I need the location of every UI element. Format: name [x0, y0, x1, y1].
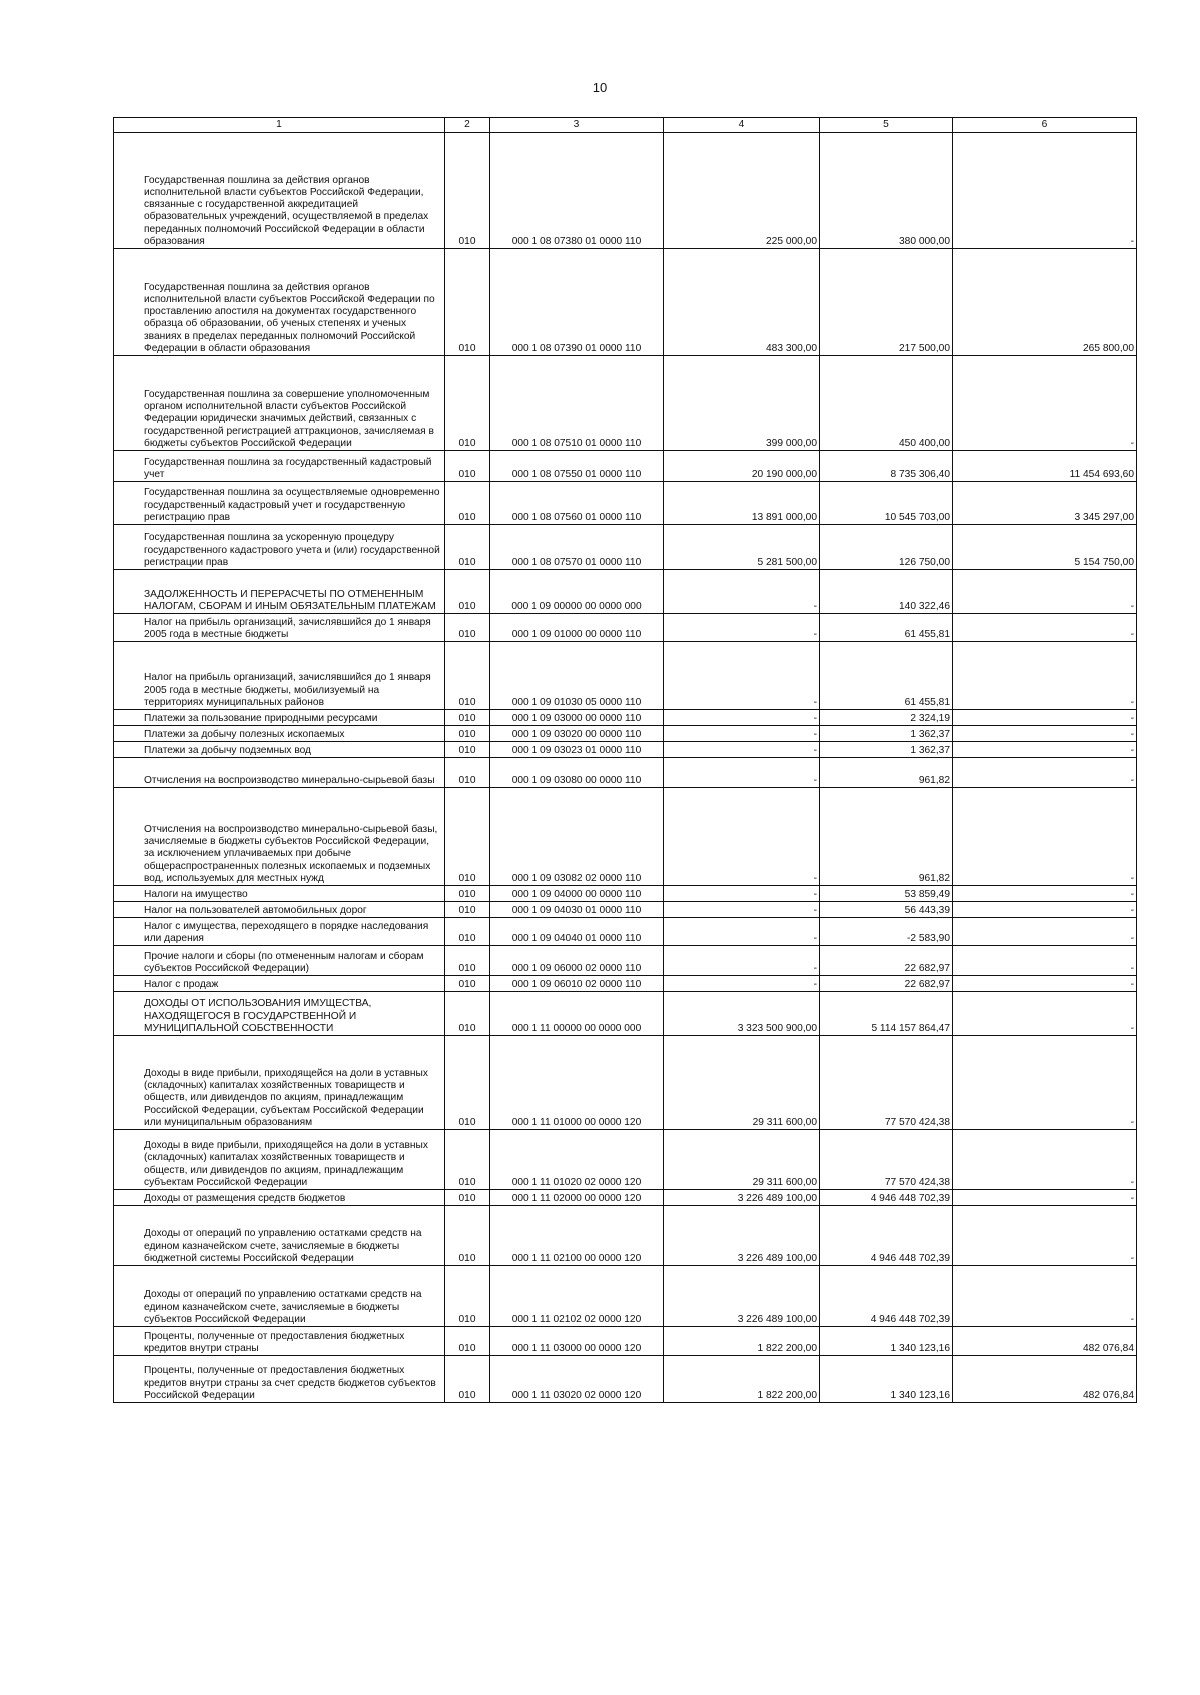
- row-budget-code: 000 1 08 07570 01 0000 110: [490, 525, 664, 570]
- row-value-col6: -: [953, 788, 1137, 886]
- table-row: [114, 249, 1137, 356]
- table-row: [114, 902, 1137, 918]
- column-header: 2: [445, 118, 490, 133]
- row-budget-code: 000 1 11 02100 00 0000 120: [490, 1206, 664, 1266]
- row-value-col5: 77 570 424,38: [820, 1130, 953, 1190]
- row-value-col4: 225 000,00: [664, 133, 820, 249]
- table-row: [114, 788, 1137, 886]
- table-row: [114, 451, 1137, 482]
- column-header: 3: [490, 118, 664, 133]
- row-line-code: 010: [445, 902, 490, 918]
- row-budget-code: 000 1 08 07390 01 0000 110: [490, 249, 664, 356]
- table-row: [114, 1266, 1137, 1327]
- column-number-row: [114, 118, 1137, 133]
- row-name: Налоги на имущество: [114, 886, 445, 902]
- row-value-col4: -: [664, 918, 820, 946]
- row-name: Отчисления на воспроизводство минерально-сырьевой базы, зачисляемые в бюджеты субъектов Российской Федерации, за исключением уплачиваемых при добыче общераспространенных полезных ископаемых и подземных вод, используемых для местных нужд: [114, 788, 445, 886]
- row-value-col6: -: [953, 918, 1137, 946]
- row-value-col4: 483 300,00: [664, 249, 820, 356]
- row-value-col4: 3 323 500 900,00: [664, 992, 820, 1036]
- row-line-code: 010: [445, 1266, 490, 1327]
- column-header: 6: [953, 118, 1137, 133]
- row-budget-code: 000 1 09 06010 02 0000 110: [490, 976, 664, 992]
- row-name: Государственная пошлина за осуществляемые одновременно государственный кадастровый учет и государственную регистрацию прав: [114, 482, 445, 525]
- table-row: [114, 976, 1137, 992]
- row-value-col6: 11 454 693,60: [953, 451, 1137, 482]
- row-name: Налог с имущества, переходящего в порядке наследования или дарения: [114, 918, 445, 946]
- row-line-code: 010: [445, 976, 490, 992]
- row-budget-code: 000 1 09 03020 00 0000 110: [490, 726, 664, 742]
- row-value-col5: 10 545 703,00: [820, 482, 953, 525]
- row-line-code: 010: [445, 1206, 490, 1266]
- row-value-col5: 961,82: [820, 758, 953, 788]
- row-value-col5: 961,82: [820, 788, 953, 886]
- row-line-code: 010: [445, 1356, 490, 1403]
- row-line-code: 010: [445, 482, 490, 525]
- row-line-code: 010: [445, 742, 490, 758]
- row-value-col6: -: [953, 992, 1137, 1036]
- row-value-col4: 29 311 600,00: [664, 1036, 820, 1130]
- row-name: ДОХОДЫ ОТ ИСПОЛЬЗОВАНИЯ ИМУЩЕСТВА, НАХОДЯЩЕГОСЯ В ГОСУДАРСТВЕННОЙ И МУНИЦИПАЛЬНОЙ СОБСТВЕННОСТИ: [114, 992, 445, 1036]
- row-value-col6: -: [953, 742, 1137, 758]
- row-name: Доходы в виде прибыли, приходящейся на доли в уставных (складочных) капиталах хозяйственных товариществ и обществ, или дивидендов по акциям, принадлежащим Российской Федерации, субъектам Российской Федерации или муниципальным образованиям: [114, 1036, 445, 1130]
- table-row: [114, 356, 1137, 451]
- row-line-code: 010: [445, 788, 490, 886]
- row-budget-code: 000 1 11 02000 00 0000 120: [490, 1190, 664, 1206]
- row-value-col5: 4 946 448 702,39: [820, 1206, 953, 1266]
- table-row: [114, 1327, 1137, 1356]
- row-line-code: 010: [445, 249, 490, 356]
- row-value-col6: 265 800,00: [953, 249, 1137, 356]
- row-budget-code: 000 1 09 01030 05 0000 110: [490, 642, 664, 710]
- table-row: [114, 1356, 1137, 1403]
- row-value-col6: -: [953, 946, 1137, 976]
- row-name: Государственная пошлина за ускоренную процедуру государственного кадастрового учета и (или) государственной регистрации прав: [114, 525, 445, 570]
- table-row: [114, 710, 1137, 726]
- row-value-col5: 1 340 123,16: [820, 1356, 953, 1403]
- row-value-col4: -: [664, 710, 820, 726]
- row-value-col4: 3 226 489 100,00: [664, 1206, 820, 1266]
- row-budget-code: 000 1 11 00000 00 0000 000: [490, 992, 664, 1036]
- row-value-col6: -: [953, 570, 1137, 614]
- row-value-col6: 482 076,84: [953, 1327, 1137, 1356]
- table-row: [114, 133, 1137, 249]
- table-row: [114, 570, 1137, 614]
- row-value-col6: -: [953, 976, 1137, 992]
- row-name: Доходы от размещения средств бюджетов: [114, 1190, 445, 1206]
- column-header: 4: [664, 118, 820, 133]
- row-value-col4: 5 281 500,00: [664, 525, 820, 570]
- row-budget-code: 000 1 09 04000 00 0000 110: [490, 886, 664, 902]
- row-budget-code: 000 1 08 07380 01 0000 110: [490, 133, 664, 249]
- row-value-col6: 5 154 750,00: [953, 525, 1137, 570]
- row-value-col4: -: [664, 946, 820, 976]
- row-value-col5: 53 859,49: [820, 886, 953, 902]
- row-value-col5: 1 340 123,16: [820, 1327, 953, 1356]
- row-budget-code: 000 1 09 03000 00 0000 110: [490, 710, 664, 726]
- row-value-col5: 8 735 306,40: [820, 451, 953, 482]
- row-value-col4: -: [664, 758, 820, 788]
- row-value-col5: 22 682,97: [820, 946, 953, 976]
- row-line-code: 010: [445, 570, 490, 614]
- row-value-col4: -: [664, 726, 820, 742]
- page-number: 10: [592, 80, 608, 95]
- row-value-col6: -: [953, 356, 1137, 451]
- row-value-col6: 3 345 297,00: [953, 482, 1137, 525]
- row-value-col6: -: [953, 614, 1137, 642]
- row-line-code: 010: [445, 946, 490, 976]
- row-name: Доходы от операций по управлению остатками средств на едином казначейском счете, зачисляемые в бюджеты бюджетной системы Российской Федерации: [114, 1206, 445, 1266]
- row-name: Государственная пошлина за государственный кадастровый учет: [114, 451, 445, 482]
- table-row: [114, 614, 1137, 642]
- row-name: Налог с продаж: [114, 976, 445, 992]
- row-name: Проценты, полученные от предоставления бюджетных кредитов внутри страны: [114, 1327, 445, 1356]
- row-budget-code: 000 1 11 01020 02 0000 120: [490, 1130, 664, 1190]
- row-value-col6: -: [953, 1206, 1137, 1266]
- table-row: [114, 482, 1137, 525]
- row-value-col4: 20 190 000,00: [664, 451, 820, 482]
- row-value-col6: 482 076,84: [953, 1356, 1137, 1403]
- row-value-col5: 4 946 448 702,39: [820, 1190, 953, 1206]
- column-header: 5: [820, 118, 953, 133]
- table-row: [114, 726, 1137, 742]
- table-row: [114, 946, 1137, 976]
- table-row: [114, 918, 1137, 946]
- table-row: [114, 642, 1137, 710]
- row-value-col4: -: [664, 614, 820, 642]
- row-value-col5: 4 946 448 702,39: [820, 1266, 953, 1327]
- row-line-code: 010: [445, 918, 490, 946]
- row-value-col4: -: [664, 570, 820, 614]
- table-body: [114, 133, 1137, 1403]
- row-line-code: 010: [445, 451, 490, 482]
- row-line-code: 010: [445, 758, 490, 788]
- row-line-code: 010: [445, 356, 490, 451]
- row-budget-code: 000 1 08 07560 01 0000 110: [490, 482, 664, 525]
- row-budget-code: 000 1 09 04040 01 0000 110: [490, 918, 664, 946]
- row-value-col5: 1 362,37: [820, 726, 953, 742]
- row-value-col4: 1 822 200,00: [664, 1356, 820, 1403]
- row-line-code: 010: [445, 886, 490, 902]
- table-row: [114, 1190, 1137, 1206]
- row-name: ЗАДОЛЖЕННОСТЬ И ПЕРЕРАСЧЕТЫ ПО ОТМЕНЕННЫМ НАЛОГАМ, СБОРАМ И ИНЫМ ОБЯЗАТЕЛЬНЫМ ПЛАТЕЖАМ: [114, 570, 445, 614]
- row-value-col4: 13 891 000,00: [664, 482, 820, 525]
- row-value-col6: -: [953, 726, 1137, 742]
- row-line-code: 010: [445, 133, 490, 249]
- row-name: Налог на прибыль организаций, зачислявшийся до 1 января 2005 года в местные бюджеты, мобилизуемый на территориях муниципальных районов: [114, 642, 445, 710]
- row-value-col5: 217 500,00: [820, 249, 953, 356]
- row-budget-code: 000 1 08 07550 01 0000 110: [490, 451, 664, 482]
- row-budget-code: 000 1 09 06000 02 0000 110: [490, 946, 664, 976]
- row-value-col5: 380 000,00: [820, 133, 953, 249]
- row-line-code: 010: [445, 1190, 490, 1206]
- table-row: [114, 1206, 1137, 1266]
- row-value-col6: -: [953, 1130, 1137, 1190]
- row-value-col6: -: [953, 710, 1137, 726]
- row-value-col5: 56 443,39: [820, 902, 953, 918]
- row-name: Доходы от операций по управлению остатками средств на едином казначейском счете, зачисляемые в бюджеты субъектов Российской Федерации: [114, 1266, 445, 1327]
- row-line-code: 010: [445, 726, 490, 742]
- row-name: Проценты, полученные от предоставления бюджетных кредитов внутри страны за счет средств бюджетов субъектов Российской Федерации: [114, 1356, 445, 1403]
- row-value-col5: 140 322,46: [820, 570, 953, 614]
- row-value-col6: -: [953, 1190, 1137, 1206]
- column-header: 1: [114, 118, 445, 133]
- row-value-col5: 2 324,19: [820, 710, 953, 726]
- row-name: Платежи за добычу полезных ископаемых: [114, 726, 445, 742]
- row-value-col4: 3 226 489 100,00: [664, 1190, 820, 1206]
- row-value-col6: -: [953, 1266, 1137, 1327]
- row-budget-code: 000 1 11 01000 00 0000 120: [490, 1036, 664, 1130]
- row-name: Государственная пошлина за действия органов исполнительной власти субъектов Российской Федерации, связанные с государственной аккредитацией образовательных учреждений, осуществляемой в пределах переданных полномочий Российской Федерации в области образования: [114, 133, 445, 249]
- row-line-code: 010: [445, 1036, 490, 1130]
- row-name: Государственная пошлина за совершение уполномоченным органом исполнительной власти субъектов Российской Федерации юридически значимых действий, связанных с государственной регистрацией аттракционов, зачисляемая в бюджеты субъектов Российской Федерации: [114, 356, 445, 451]
- row-budget-code: 000 1 09 04030 01 0000 110: [490, 902, 664, 918]
- table-row: [114, 1036, 1137, 1130]
- row-budget-code: 000 1 09 03082 02 0000 110: [490, 788, 664, 886]
- row-budget-code: 000 1 09 01000 00 0000 110: [490, 614, 664, 642]
- table-row: [114, 525, 1137, 570]
- row-line-code: 010: [445, 1130, 490, 1190]
- row-value-col4: 1 822 200,00: [664, 1327, 820, 1356]
- row-line-code: 010: [445, 1327, 490, 1356]
- row-value-col4: -: [664, 902, 820, 918]
- row-name: Государственная пошлина за действия органов исполнительной власти субъектов Российской Федерации по проставлению апостиля на документах государственного образца об образовании, об ученых степенях и ученых званиях в пределах переданных полномочий Российской Федерации в области образования: [114, 249, 445, 356]
- row-name: Отчисления на воспроизводство минерально-сырьевой базы: [114, 758, 445, 788]
- row-value-col4: 399 000,00: [664, 356, 820, 451]
- row-value-col6: -: [953, 642, 1137, 710]
- table-row: [114, 758, 1137, 788]
- row-budget-code: 000 1 09 03023 01 0000 110: [490, 742, 664, 758]
- row-value-col5: 5 114 157 864,47: [820, 992, 953, 1036]
- table-row: [114, 886, 1137, 902]
- row-value-col6: -: [953, 133, 1137, 249]
- table-row: [114, 992, 1137, 1036]
- row-line-code: 010: [445, 525, 490, 570]
- row-budget-code: 000 1 11 03020 02 0000 120: [490, 1356, 664, 1403]
- row-budget-code: 000 1 11 03000 00 0000 120: [490, 1327, 664, 1356]
- row-line-code: 010: [445, 642, 490, 710]
- row-budget-code: 000 1 08 07510 01 0000 110: [490, 356, 664, 451]
- row-name: Платежи за добычу подземных вод: [114, 742, 445, 758]
- row-value-col5: -2 583,90: [820, 918, 953, 946]
- row-value-col5: 61 455,81: [820, 614, 953, 642]
- row-value-col4: 29 311 600,00: [664, 1130, 820, 1190]
- row-value-col6: -: [953, 902, 1137, 918]
- row-name: Доходы в виде прибыли, приходящейся на доли в уставных (складочных) капиталах хозяйственных товариществ и обществ, или дивидендов по акциям, принадлежащим субъектам Российской Федерации: [114, 1130, 445, 1190]
- row-value-col6: -: [953, 758, 1137, 788]
- row-value-col5: 1 362,37: [820, 742, 953, 758]
- row-budget-code: 000 1 09 00000 00 0000 000: [490, 570, 664, 614]
- row-value-col4: -: [664, 742, 820, 758]
- row-value-col4: -: [664, 886, 820, 902]
- row-value-col4: -: [664, 976, 820, 992]
- row-value-col5: 22 682,97: [820, 976, 953, 992]
- row-line-code: 010: [445, 992, 490, 1036]
- row-line-code: 010: [445, 710, 490, 726]
- table-row: [114, 1130, 1137, 1190]
- row-name: Налог на пользователей автомобильных дорог: [114, 902, 445, 918]
- row-line-code: 010: [445, 614, 490, 642]
- row-value-col4: 3 226 489 100,00: [664, 1266, 820, 1327]
- table-row: [114, 742, 1137, 758]
- row-name: Налог на прибыль организаций, зачислявшийся до 1 января 2005 года в местные бюджеты: [114, 614, 445, 642]
- row-value-col5: 450 400,00: [820, 356, 953, 451]
- row-budget-code: 000 1 11 02102 02 0000 120: [490, 1266, 664, 1327]
- row-value-col5: 61 455,81: [820, 642, 953, 710]
- row-value-col4: -: [664, 788, 820, 886]
- row-name: Платежи за пользование природными ресурсами: [114, 710, 445, 726]
- row-value-col6: -: [953, 1036, 1137, 1130]
- row-value-col5: 126 750,00: [820, 525, 953, 570]
- row-name: Прочие налоги и сборы (по отмененным налогам и сборам субъектов Российской Федерации): [114, 946, 445, 976]
- row-budget-code: 000 1 09 03080 00 0000 110: [490, 758, 664, 788]
- row-value-col6: -: [953, 886, 1137, 902]
- row-value-col4: -: [664, 642, 820, 710]
- row-value-col5: 77 570 424,38: [820, 1036, 953, 1130]
- revenue-table: [113, 117, 1137, 1403]
